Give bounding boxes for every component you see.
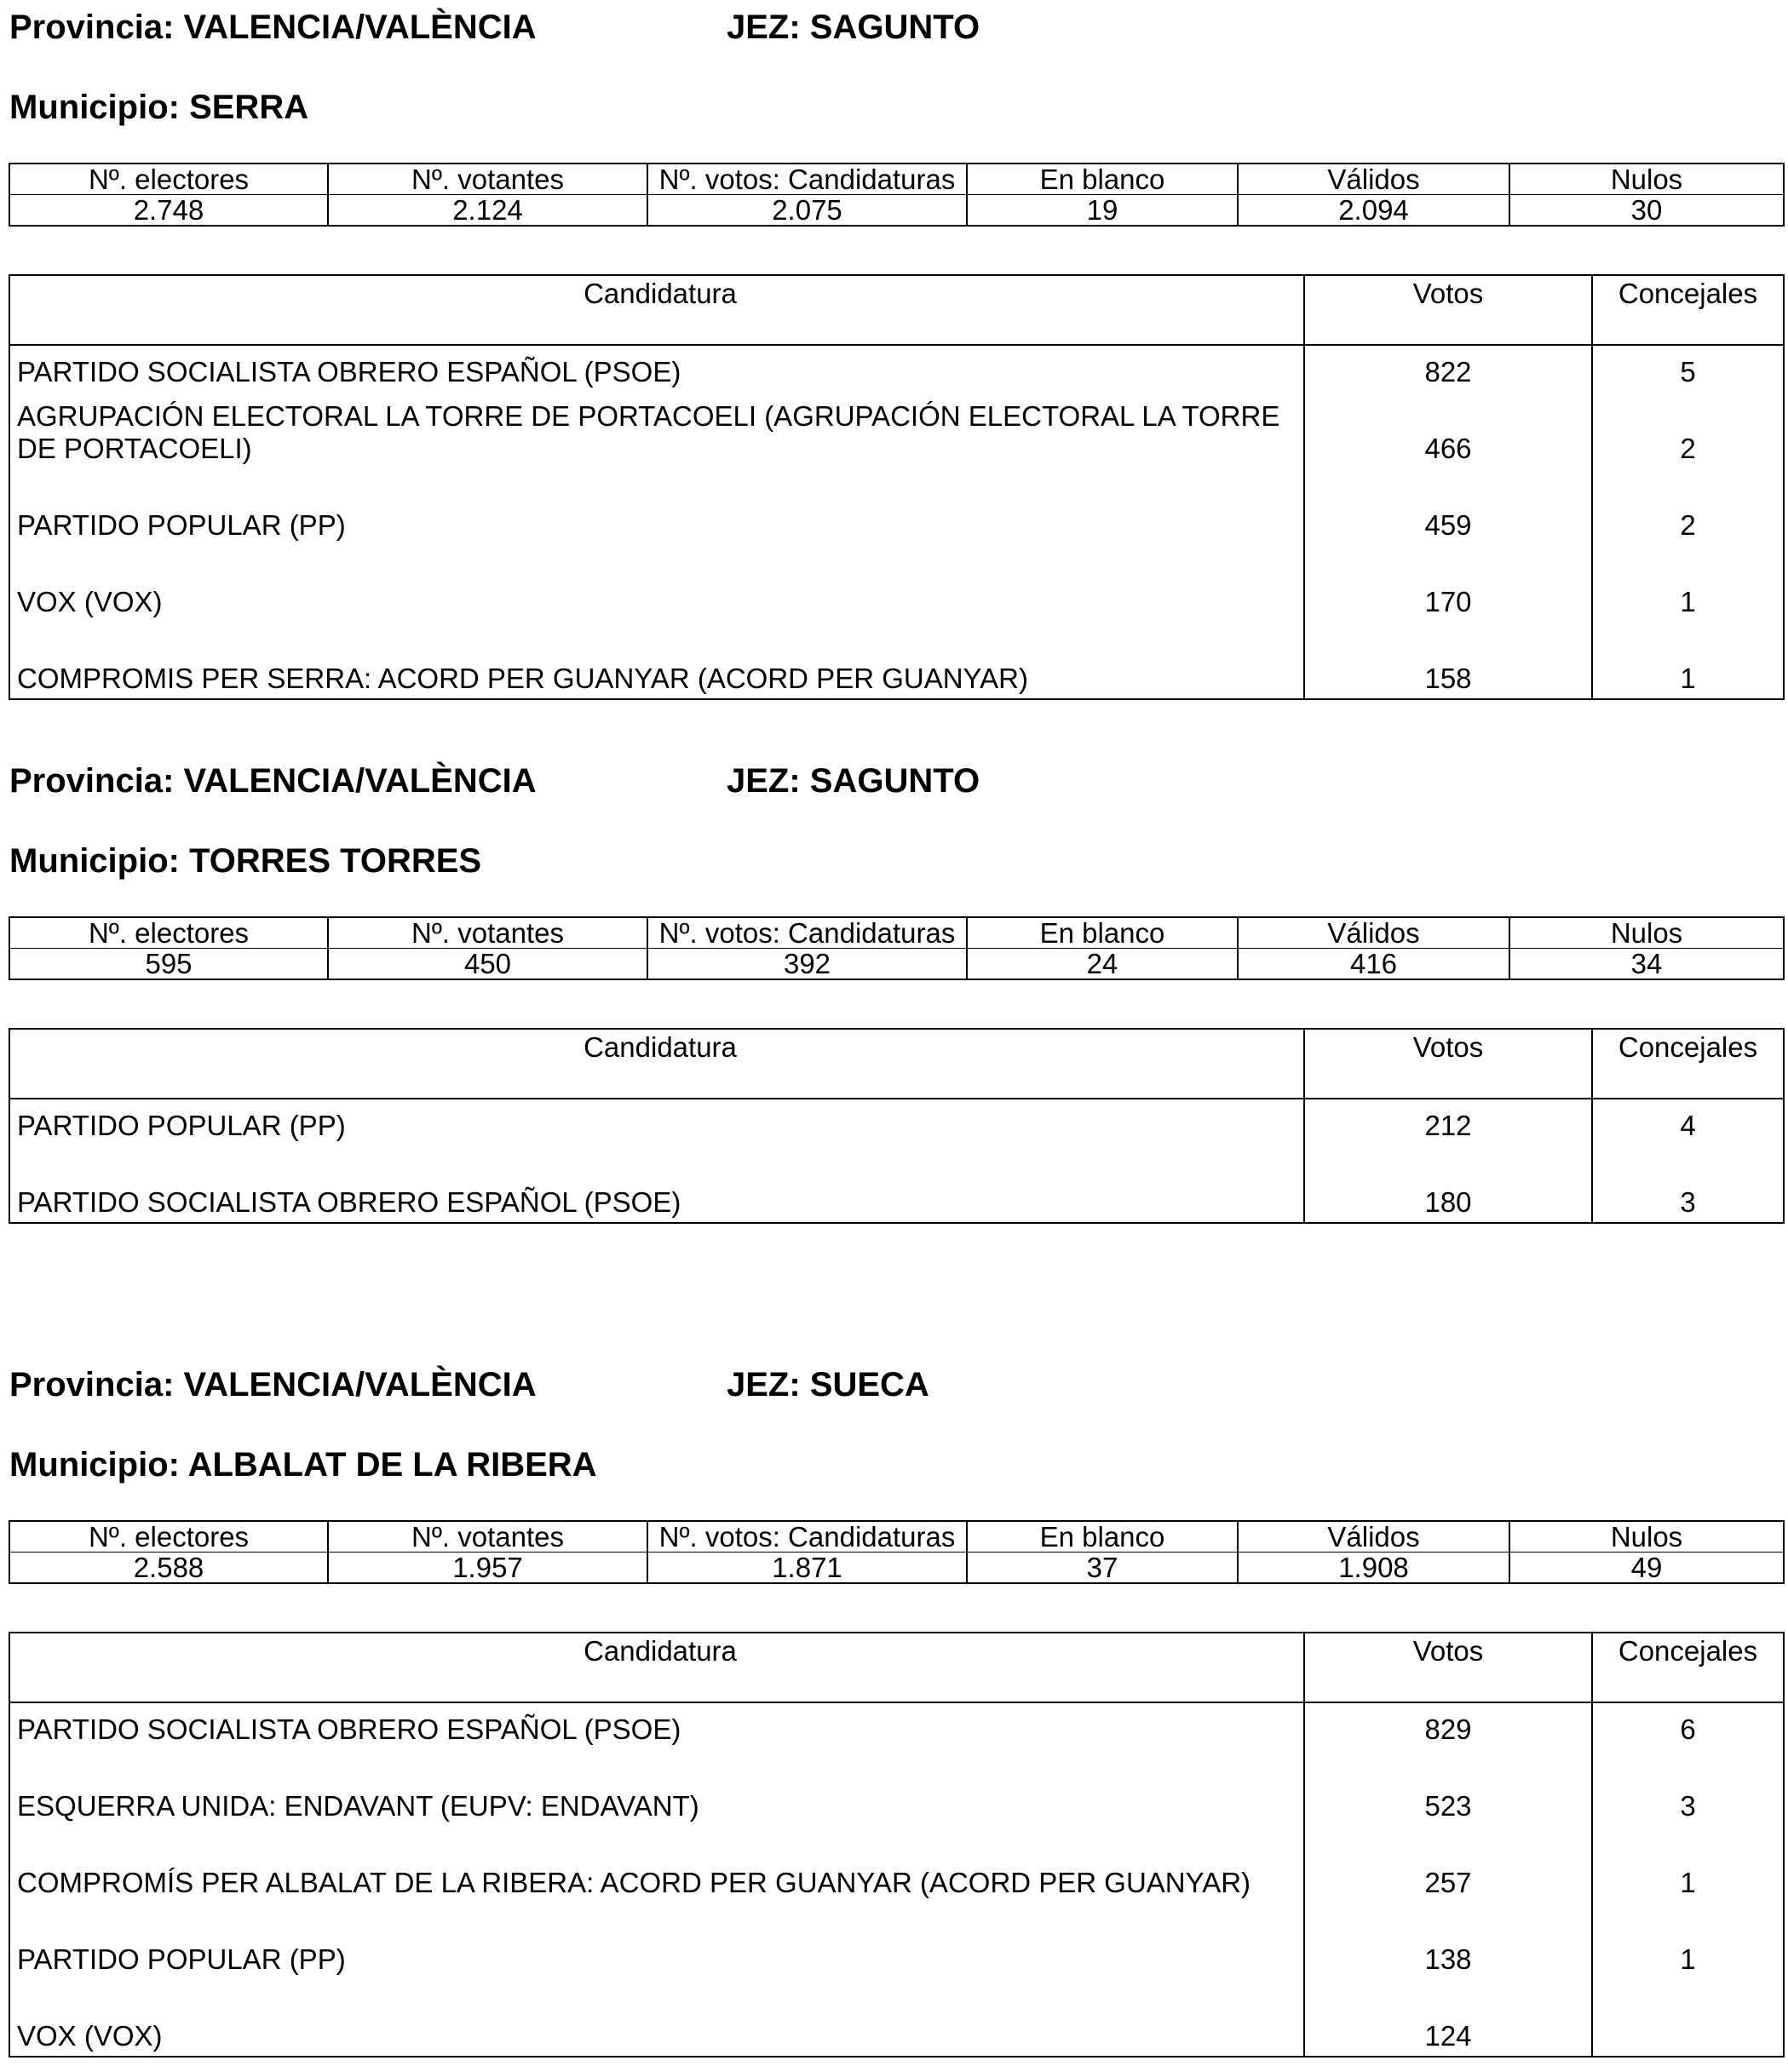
table-row (9, 1979, 1784, 2057)
table-row (9, 622, 1784, 699)
candidate-councillors: 5 (1592, 345, 1784, 392)
summary-values-row (9, 1553, 1784, 1584)
candidate-votes: 257 (1304, 1826, 1592, 1903)
summary-header-en-blanco: En blanco (967, 917, 1238, 949)
candidate-votes: 170 (1304, 545, 1592, 622)
candidate-votes: 212 (1304, 1099, 1592, 1145)
summary-value-votos-candidaturas: 2.075 (647, 195, 967, 227)
candidate-name: AGRUPACIÓN ELECTORAL LA TORRE DE PORTACOELI (AGRUPACIÓN ELECTORAL LA TORRE DE PORTACOELI) (17, 400, 1280, 464)
summary-value-en-blanco: 24 (967, 949, 1238, 980)
candidates-table (9, 1028, 1785, 1224)
candidate-votes: 822 (1304, 345, 1592, 392)
candidate-name: ESQUERRA UNIDA: ENDAVANT (EUPV: ENDAVANT) (17, 1790, 699, 1822)
candidate-councillors: 2 (1592, 468, 1784, 545)
summary-header-votos-candidaturas: Nº. votos: Candidaturas (647, 164, 967, 195)
candidate-votes: 180 (1304, 1145, 1592, 1223)
candidate-councillors (1592, 1979, 1784, 2057)
summary-header-validos: Válidos (1238, 917, 1509, 949)
municipio-heading: Municipio: TORRES TORRES (9, 842, 482, 880)
summary-value-validos: 2.094 (1238, 195, 1509, 227)
summary-header-votantes: Nº. votantes (328, 917, 647, 949)
summary-value-electores: 595 (9, 949, 328, 980)
candidate-councillors: 1 (1592, 1826, 1784, 1903)
candidate-councillors: 1 (1592, 622, 1784, 699)
candidate-name: PARTIDO POPULAR (PP) (17, 509, 346, 541)
table-row (9, 1903, 1784, 1979)
candidate-votes: 466 (1304, 392, 1592, 468)
candidate-councillors: 4 (1592, 1099, 1784, 1145)
summary-header-validos: Válidos (1238, 1521, 1509, 1553)
candidate-name: COMPROMIS PER SERRA: ACORD PER GUANYAR (ACORD PER GUANYAR) (17, 663, 1028, 694)
table-row (9, 345, 1784, 392)
summary-value-validos: 1.908 (1238, 1553, 1509, 1584)
jez-heading: JEZ: SUECA (727, 1366, 929, 1403)
header-votos: Votos (1304, 1633, 1592, 1702)
jez-heading: JEZ: SAGUNTO (727, 9, 980, 46)
candidate-votes: 158 (1304, 622, 1592, 699)
summary-values-row (9, 195, 1784, 227)
candidate-votes: 138 (1304, 1903, 1592, 1979)
summary-header-row (9, 917, 1784, 949)
candidates-header-row (9, 1029, 1784, 1099)
table-row (9, 392, 1784, 468)
summary-header-en-blanco: En blanco (967, 1521, 1238, 1553)
table-row (9, 1145, 1784, 1223)
candidate-councillors: 2 (1592, 392, 1784, 468)
summary-value-nulos: 30 (1509, 195, 1784, 227)
candidate-councillors: 1 (1592, 545, 1784, 622)
header-concejales: Concejales (1592, 1633, 1784, 1702)
header-candidatura: Candidatura (9, 1633, 1304, 1702)
header-concejales: Concejales (1592, 275, 1784, 345)
candidate-votes: 124 (1304, 1979, 1592, 2057)
summary-value-en-blanco: 37 (967, 1553, 1238, 1584)
candidate-councillors: 1 (1592, 1903, 1784, 1979)
summary-value-votantes: 2.124 (328, 195, 647, 227)
summary-values-row (9, 949, 1784, 980)
candidates-table (9, 274, 1785, 700)
municipio-heading: Municipio: ALBALAT DE LA RIBERA (9, 1446, 597, 1484)
candidate-name: PARTIDO POPULAR (PP) (17, 1110, 346, 1141)
summary-value-nulos: 34 (1509, 949, 1784, 980)
summary-table (9, 1520, 1785, 1584)
summary-header-row (9, 164, 1784, 195)
summary-header-validos: Válidos (1238, 164, 1509, 195)
candidates-table (9, 1632, 1785, 2058)
summary-header-votantes: Nº. votantes (328, 164, 647, 195)
summary-header-nulos: Nulos (1509, 917, 1784, 949)
candidate-name: PARTIDO SOCIALISTA OBRERO ESPAÑOL (PSOE) (17, 1186, 681, 1218)
table-row (9, 1826, 1784, 1903)
summary-value-votos-candidaturas: 392 (647, 949, 967, 980)
table-row (9, 545, 1784, 622)
candidate-councillors: 3 (1592, 1145, 1784, 1223)
table-row (9, 1749, 1784, 1826)
table-row (9, 1702, 1784, 1749)
table-row (9, 1099, 1784, 1145)
provincia-heading: Provincia: VALENCIA/VALÈNCIA (9, 9, 537, 46)
summary-header-nulos: Nulos (1509, 164, 1784, 195)
summary-header-electores: Nº. electores (9, 1521, 328, 1553)
summary-value-votos-candidaturas: 1.871 (647, 1553, 967, 1584)
candidate-councillors: 3 (1592, 1749, 1784, 1826)
summary-header-votos-candidaturas: Nº. votos: Candidaturas (647, 1521, 967, 1553)
header-votos: Votos (1304, 1029, 1592, 1099)
header-votos: Votos (1304, 275, 1592, 345)
candidate-name: VOX (VOX) (17, 2020, 163, 2052)
summary-value-electores: 2.588 (9, 1553, 328, 1584)
summary-value-votantes: 1.957 (328, 1553, 647, 1584)
candidates-header-row (9, 275, 1784, 345)
candidate-votes: 459 (1304, 468, 1592, 545)
candidate-name: VOX (VOX) (17, 586, 163, 617)
candidate-name: PARTIDO POPULAR (PP) (17, 1943, 346, 1975)
table-row (9, 468, 1784, 545)
candidate-name: COMPROMÍS PER ALBALAT DE LA RIBERA: ACORD PER GUANYAR (ACORD PER GUANYAR) (17, 1867, 1251, 1898)
header-candidatura: Candidatura (9, 275, 1304, 345)
summary-header-row (9, 1521, 1784, 1553)
candidates-header-row (9, 1633, 1784, 1702)
summary-header-nulos: Nulos (1509, 1521, 1784, 1553)
candidate-name: PARTIDO SOCIALISTA OBRERO ESPAÑOL (PSOE) (17, 1713, 681, 1745)
summary-value-votantes: 450 (328, 949, 647, 980)
summary-value-electores: 2.748 (9, 195, 328, 227)
summary-value-en-blanco: 19 (967, 195, 1238, 227)
summary-header-votos-candidaturas: Nº. votos: Candidaturas (647, 917, 967, 949)
summary-value-validos: 416 (1238, 949, 1509, 980)
candidate-name: PARTIDO SOCIALISTA OBRERO ESPAÑOL (PSOE) (17, 356, 681, 387)
jez-heading: JEZ: SAGUNTO (727, 762, 980, 800)
candidate-votes: 829 (1304, 1702, 1592, 1749)
summary-header-electores: Nº. electores (9, 917, 328, 949)
summary-header-en-blanco: En blanco (967, 164, 1238, 195)
provincia-heading: Provincia: VALENCIA/VALÈNCIA (9, 1366, 537, 1403)
summary-table (9, 163, 1785, 227)
municipio-heading: Municipio: SERRA (9, 89, 309, 126)
header-candidatura: Candidatura (9, 1029, 1304, 1099)
summary-value-nulos: 49 (1509, 1553, 1784, 1584)
candidate-councillors: 6 (1592, 1702, 1784, 1749)
summary-table (9, 916, 1785, 980)
summary-header-electores: Nº. electores (9, 164, 328, 195)
candidate-votes: 523 (1304, 1749, 1592, 1826)
provincia-heading: Provincia: VALENCIA/VALÈNCIA (9, 762, 537, 800)
summary-header-votantes: Nº. votantes (328, 1521, 647, 1553)
header-concejales: Concejales (1592, 1029, 1784, 1099)
